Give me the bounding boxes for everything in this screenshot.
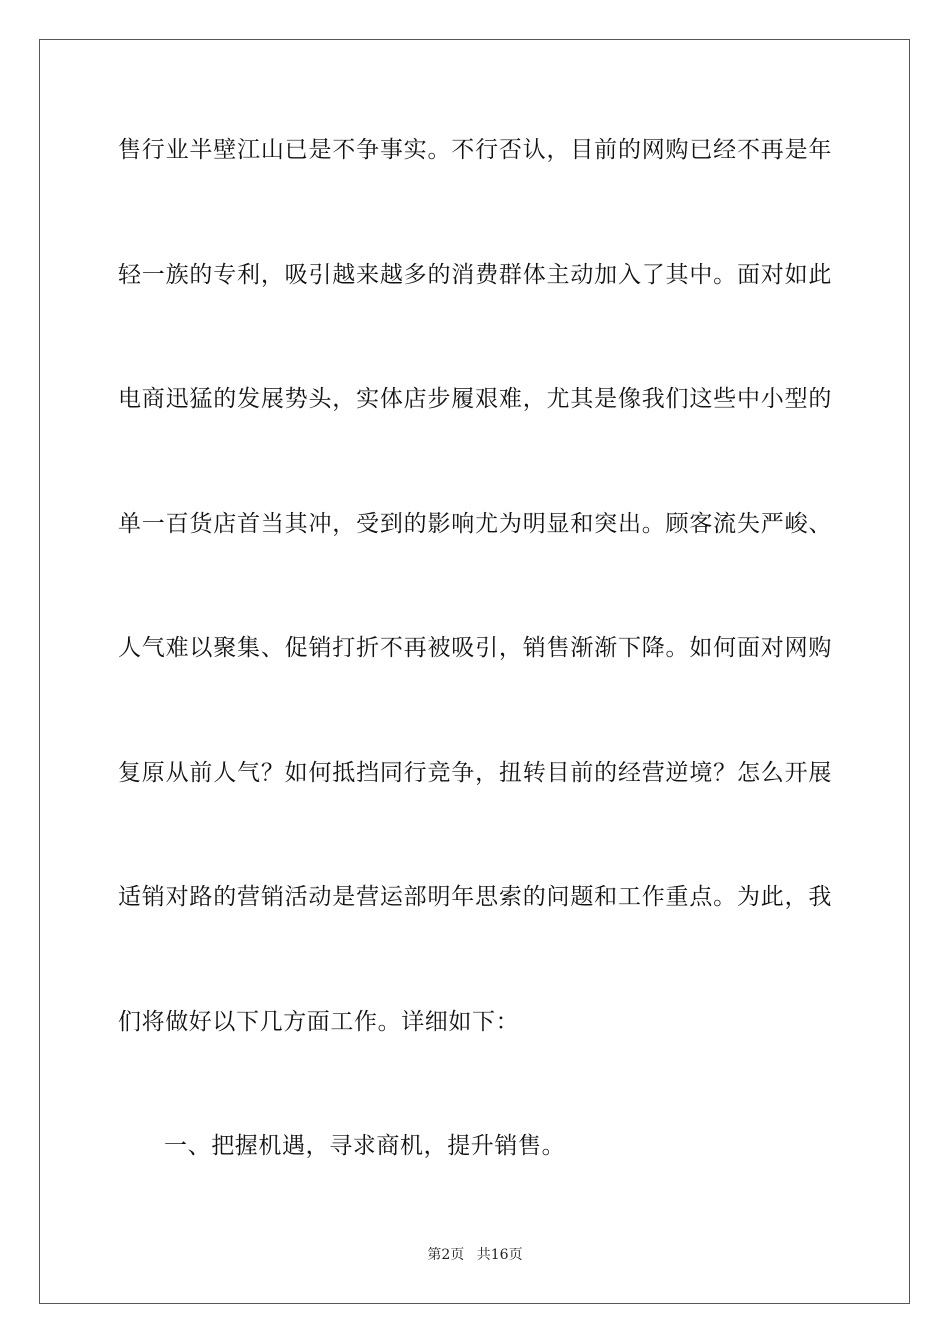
page-total: 共16页 xyxy=(476,1247,523,1263)
body-text-line-7: 适销对路的营销活动是营运部明年思索的问题和工作重点。为此，我 xyxy=(118,884,832,910)
section-heading: 一、把握机遇，寻求商机，提升销售。 xyxy=(164,1133,566,1159)
page-border xyxy=(39,39,910,1304)
body-text-line-6: 复原从前人气？如何抵挡同行竞争，扭转目前的经营逆境？怎么开展 xyxy=(118,760,832,786)
body-text-line-5: 人气难以聚集、促销打折不再被吸引，销售渐渐下降。如何面对网购 xyxy=(118,635,832,661)
page-footer xyxy=(0,1246,950,1264)
body-text-line-8: 们将做好以下几方面工作。详细如下： xyxy=(118,1009,520,1035)
body-text-line-1: 售行业半壁江山已是不争事实。不行否认，目前的网购已经不再是年 xyxy=(118,137,832,163)
body-text-line-3: 电商迅猛的发展势头，实体店步履艰难，尤其是像我们这些中小型的 xyxy=(118,386,832,412)
page-number: 第2页 xyxy=(427,1247,465,1263)
body-text-line-2: 轻一族的专利，吸引越来越多的消费群体主动加入了其中。面对如此 xyxy=(118,262,832,288)
body-text-line-4: 单一百货店首当其冲，受到的影响尤为明显和突出。顾客流失严峻、 xyxy=(118,511,832,537)
